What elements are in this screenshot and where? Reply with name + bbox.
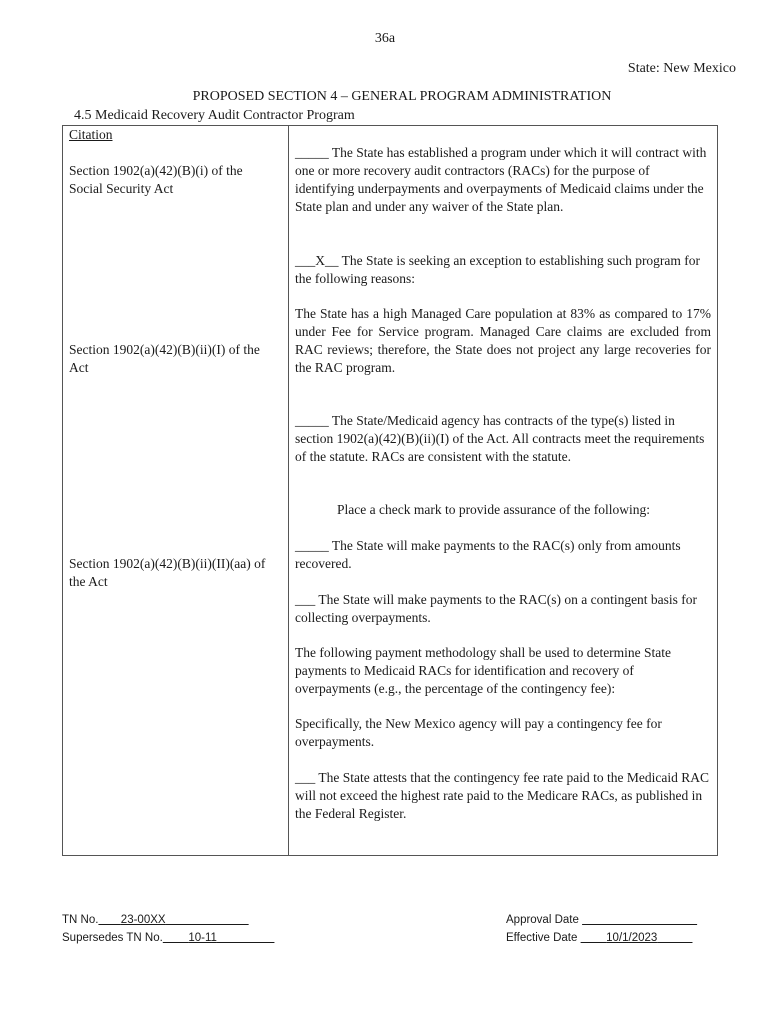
- page-number: 36a: [374, 31, 396, 46]
- paragraph-contingency-fee: Specifically, the New Mexico agency will pay a contingency fee for overpayments.: [295, 716, 662, 749]
- effective-date-value: 10/1/2023: [606, 932, 658, 944]
- paragraph-attestation: ___ The State attests that the contingency fee rate paid to the Medicaid RAC will not exceed the highest rate paid to the Medicare RACs, as published in the Federal Register.: [295, 770, 710, 821]
- approval-date-label: Approval Date: [506, 914, 579, 926]
- effective-date-label: Effective Date: [506, 932, 578, 944]
- table-column-divider: [288, 125, 289, 856]
- approval-date-value: [582, 914, 697, 926]
- supersedes-value: 10-11: [188, 932, 217, 944]
- section-title: PROPOSED SECTION 4 – GENERAL PROGRAM ADMINISTRATION: [192, 89, 612, 104]
- state-label: State: New Mexico: [627, 61, 736, 76]
- paragraph-payments-recovered: _____ The State will make payments to the RAC(s) only from amounts recovered.: [295, 538, 681, 571]
- paragraph-check-mark-note: Place a check mark to provide assurance of the following:: [337, 502, 651, 517]
- paragraph-contingent-basis: ___ The State will make payments to the RAC(s) on a contingent basis for collecting overpayments.: [295, 592, 698, 625]
- section-subtitle: 4.5 Medicaid Recovery Audit Contractor Program: [74, 108, 355, 123]
- citation-1902-a-42-b-ii-i: Section 1902(a)(42)(B)(ii)(I) of the Act: [69, 342, 260, 375]
- supersedes-line: [62, 929, 274, 947]
- paragraph-rac-program: _____ The State has established a program under which it will contract with one or more recovery audit contractors (RACs) for the purpose of identifying underpayments and overpayments of Medicaid claims under the State plan and under any waiver of the State plan.: [295, 145, 707, 214]
- tn-number-line: [62, 911, 249, 929]
- tn-label: TN No.: [62, 914, 99, 926]
- effective-date-line: [506, 929, 692, 947]
- paragraph-contracts: _____ The State/Medicaid agency has contracts of the type(s) listed in section 1902(a)(42)(B)(ii)(I) of the Act. All contracts meet the requirements of the statute. RACs are consistent with the statute.: [295, 413, 705, 464]
- paragraph-payment-methodology: The following payment methodology shall be used to determine State payments to Medicaid RACs for identification and recovery of overpayments (e.g., the percentage of the contingency fee):: [295, 645, 672, 696]
- paragraph-exception: ___X__ The State is seeking an exception to establishing such program for the following reasons:: [295, 253, 701, 286]
- paragraph-managed-care: The State has a high Managed Care population at 83% as compared to 17% under Fee for Service program. Managed Care claims are excluded from RAC reviews; therefore, the State does not project any large recoveries for the RAC program.: [295, 306, 711, 375]
- citation-header: Citation: [69, 127, 113, 142]
- tn-value: 23-00XX: [120, 914, 166, 926]
- citation-1902-a-42-b-i: Section 1902(a)(42)(B)(i) of the Social Security Act: [69, 163, 243, 196]
- supersedes-label: Supersedes TN No.: [62, 932, 163, 944]
- approval-date-line: [506, 911, 697, 929]
- citation-1902-a-42-b-ii-ii-aa: Section 1902(a)(42)(B)(ii)(II)(aa) of the Act: [69, 556, 266, 589]
